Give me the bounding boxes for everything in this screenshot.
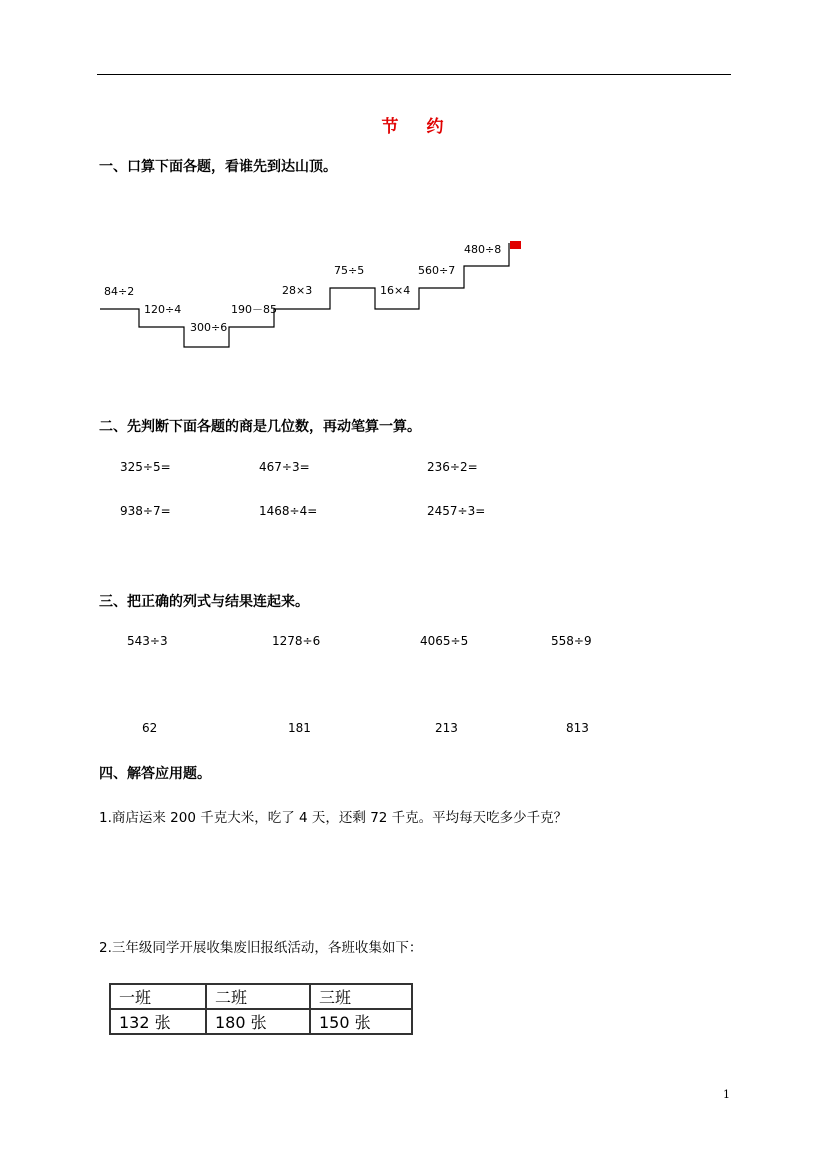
problem-938: 938÷7= xyxy=(120,504,171,518)
step-4: 190－85 xyxy=(231,303,277,316)
table-cell: 150 张 xyxy=(310,1009,412,1034)
paper-collection-table xyxy=(109,983,413,1035)
title-char-1: 节 xyxy=(381,117,401,137)
mountain-staircase xyxy=(0,0,827,400)
question-2: 2.三年级同学开展收集废旧报纸活动，各班收集如下： xyxy=(99,940,423,956)
step-2: 120÷4 xyxy=(144,303,182,316)
match-expression: 558÷9 xyxy=(551,634,592,648)
step-8: 560÷7 xyxy=(418,264,456,277)
section3-heading: 三、把正确的列式与结果连起来。 xyxy=(99,594,309,610)
step-1: 84÷2 xyxy=(104,285,135,298)
question-1: 1.商店运来 200 千克大米，吃了 4 天，还剩 72 千克。平均每天吃多少千克？ xyxy=(99,810,568,826)
step-5: 28×3 xyxy=(282,284,313,297)
match-expression: 1278÷6 xyxy=(272,634,321,648)
section4-heading: 四、解答应用题。 xyxy=(99,766,211,782)
table-row xyxy=(110,1009,412,1034)
match-result: 62 xyxy=(142,721,158,735)
problem-325: 325÷5= xyxy=(120,460,171,474)
step-6: 75÷5 xyxy=(334,264,365,277)
match-result: 213 xyxy=(435,721,458,735)
table-header-cell: 三班 xyxy=(310,984,412,1009)
table-header-cell: 二班 xyxy=(206,984,310,1009)
match-expression: 543÷3 xyxy=(127,634,168,648)
problem-236: 236÷2= xyxy=(427,460,478,474)
problem-1468: 1468÷4= xyxy=(259,504,318,518)
match-expression: 4065÷5 xyxy=(420,634,469,648)
match-result: 813 xyxy=(566,721,589,735)
title-char-2: 约 xyxy=(426,117,446,137)
section2-heading: 二、先判断下面各题的商是几位数，再动笔算一算。 xyxy=(99,419,421,435)
step-9: 480÷8 xyxy=(464,243,502,256)
table-header-cell: 一班 xyxy=(110,984,206,1009)
step-7: 16×4 xyxy=(380,284,411,297)
step-3: 300÷6 xyxy=(190,321,228,334)
match-result: 181 xyxy=(288,721,311,735)
section1-heading: 一、口算下面各题，看谁先到达山顶。 xyxy=(99,159,337,175)
table-header-row xyxy=(110,984,412,1009)
problem-467: 467÷3= xyxy=(259,460,310,474)
problem-2457: 2457÷3= xyxy=(427,504,486,518)
table-cell: 132 张 xyxy=(110,1009,206,1034)
page-number: 1 xyxy=(723,1088,730,1101)
table-cell: 180 张 xyxy=(206,1009,310,1034)
flag-icon xyxy=(510,241,521,249)
